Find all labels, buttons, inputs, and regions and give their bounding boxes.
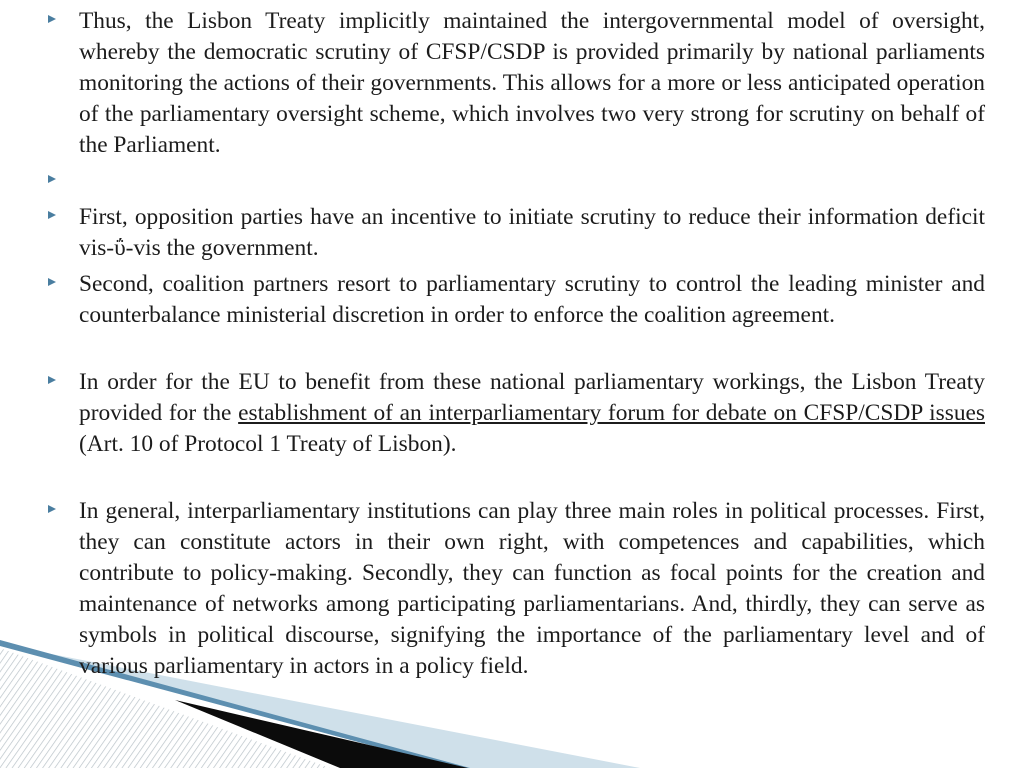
bullet-marker-icon	[48, 278, 56, 286]
bullet-text: First, opposition parties have an incentive to initiate scrutiny to reduce their information deficit vis-ΰ-vis the government.	[79, 204, 985, 261]
bullet-marker-icon	[48, 175, 56, 183]
bullet-item-2	[48, 202, 985, 264]
bullet-marker-icon	[48, 15, 56, 23]
bullet-text-after: (Art. 10 of Protocol 1 Treaty of Lisbon).	[79, 431, 457, 457]
bullet-text: Thus, the Lisbon Treaty implicitly maintained the intergovernmental model of oversight, whereby the democratic scrutiny of CFSP/CSDP is provided primarily by national parliaments monitoring the actions of their governments. This allows for a more or less anticipated operation of the parliamentary oversight scheme, which involves two very strong for scrutiny on behalf of the Parliament.	[79, 8, 985, 158]
bullet-item-3	[48, 269, 985, 331]
bullet-text	[79, 168, 85, 194]
bullet-item-empty	[48, 166, 985, 197]
bullet-text: In general, interparliamentary institutions can play three main roles in political processes. First, they can constitute actors in their own right, with competences and capabilities, which contribute to policy-making. Secondly, they can function as focal points for the creation and maintenance of networks among participating parliamentarians. And, thirdly, they can serve as symbols in political discourse, signifying the importance of the parliamentary level and of various parliamentary in actors in a policy field.	[79, 498, 985, 679]
forum-link[interactable]: establishment of an interparliamentary forum for debate on CFSP/CSDP issues	[238, 400, 985, 426]
bullet-list	[48, 6, 985, 682]
bullet-item-5	[48, 496, 985, 682]
bullet-item-4	[48, 367, 985, 460]
bullet-item-1	[48, 6, 985, 161]
bullet-marker-icon	[48, 376, 56, 384]
bullet-marker-icon	[48, 211, 56, 219]
bullet-text: Second, coalition partners resort to parliamentary scrutiny to control the leading minister and counterbalance ministerial discretion in order to enforce the coalition agreement.	[79, 271, 985, 328]
bullet-marker-icon	[48, 505, 56, 513]
bullet-text-before: In order for the EU to benefit from these national parliamentary workings, the Lisbon Treaty provided for the	[79, 369, 985, 426]
